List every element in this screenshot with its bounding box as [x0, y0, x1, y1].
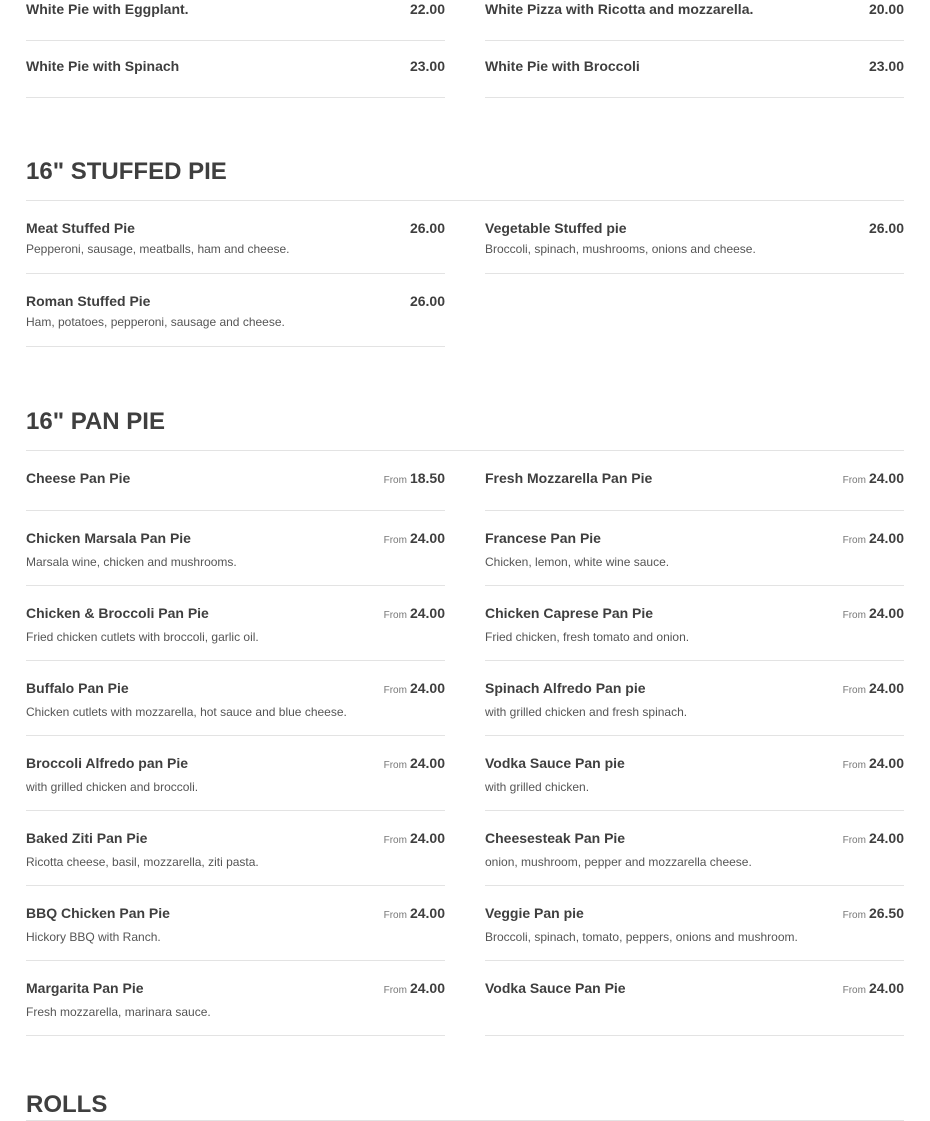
item-price [384, 980, 445, 999]
item-description: Ham, potatoes, pepperoni, sausage and cheese. [26, 315, 285, 329]
stuffed-pie-section [26, 157, 904, 347]
pan-pie-section [26, 407, 904, 1036]
price-value: 24.00 [409, 680, 445, 696]
item-name: Chicken & Broccoli Pan Pie [26, 605, 209, 621]
item-name: Fresh Mozzarella Pan Pie [485, 470, 653, 486]
menu-item[interactable] [485, 586, 904, 661]
item-name: White Pie with Broccoli [485, 58, 640, 74]
price-from-label: From [842, 835, 866, 846]
menu-item[interactable] [485, 41, 904, 98]
price-from-label: From [842, 475, 866, 486]
item-name: Buffalo Pan Pie [26, 680, 129, 696]
item-price [384, 755, 445, 774]
menu-item[interactable] [485, 661, 904, 736]
item-price: 26.00 [868, 220, 904, 236]
item-price [843, 530, 904, 549]
menu-item[interactable] [485, 451, 904, 511]
item-description: Broccoli, spinach, tomato, peppers, onions and mushroom. [485, 930, 798, 944]
item-name: BBQ Chicken Pan Pie [26, 905, 170, 921]
item-price [384, 680, 445, 699]
menu-item[interactable] [26, 201, 445, 274]
item-price: 23.00 [409, 58, 445, 74]
item-price [843, 905, 904, 924]
item-description: with grilled chicken and broccoli. [26, 780, 199, 794]
price-from-label: From [383, 910, 407, 921]
item-name: White Pizza with Ricotta and mozzarella. [485, 1, 754, 17]
item-name: Margarita Pan Pie [26, 980, 144, 996]
menu-item[interactable] [485, 961, 904, 1036]
price-value: 24.00 [868, 830, 904, 846]
price-from-label: From [383, 835, 407, 846]
menu-item[interactable] [485, 0, 904, 41]
menu-item[interactable] [26, 41, 445, 98]
rolls-section [26, 1090, 904, 1121]
item-name: Francese Pan Pie [485, 530, 601, 546]
item-description: Hickory BBQ with Ranch. [26, 930, 161, 944]
item-description: Fried chicken cutlets with broccoli, garlic oil. [26, 630, 259, 644]
white-pie-section [26, 0, 904, 98]
price-value: 24.00 [868, 470, 904, 486]
price-from-label: From [383, 685, 407, 696]
price-from-label: From [383, 475, 407, 486]
item-price [384, 830, 445, 849]
menu-item[interactable] [485, 886, 904, 961]
item-name: Meat Stuffed Pie [26, 220, 135, 236]
item-description: with grilled chicken and fresh spinach. [485, 705, 688, 719]
item-description: Chicken, lemon, white wine sauce. [485, 555, 670, 569]
item-description: with grilled chicken. [485, 780, 590, 794]
item-name: Roman Stuffed Pie [26, 293, 151, 309]
price-value: 24.00 [409, 905, 445, 921]
menu-item[interactable] [485, 201, 904, 274]
menu-item[interactable] [485, 511, 904, 586]
price-from-label: From [383, 535, 407, 546]
price-from-label: From [842, 910, 866, 921]
price-value: 24.00 [409, 530, 445, 546]
item-name: Cheesesteak Pan Pie [485, 830, 626, 846]
price-value: 24.00 [409, 605, 445, 621]
price-value: 24.00 [409, 830, 445, 846]
price-from-label: From [842, 685, 866, 696]
item-price: 20.00 [868, 1, 904, 17]
price-value: 26.50 [868, 905, 904, 921]
menu-page [26, 0, 904, 1118]
price-value: 18.50 [409, 470, 445, 486]
item-name: Vodka Sauce Pan pie [485, 755, 625, 771]
price-from-label: From [842, 535, 866, 546]
price-value: 24.00 [868, 605, 904, 621]
item-name: Spinach Alfredo Pan pie [485, 680, 646, 696]
item-description: Chicken cutlets with mozzarella, hot sauce and blue cheese. [26, 705, 347, 719]
item-price: 22.00 [409, 1, 445, 17]
item-description: Ricotta cheese, basil, mozzarella, ziti pasta. [26, 855, 259, 869]
menu-item[interactable] [26, 0, 445, 41]
item-price [384, 530, 445, 549]
menu-item[interactable] [26, 451, 445, 511]
item-description: Marsala wine, chicken and mushrooms. [26, 555, 237, 569]
price-value: 24.00 [409, 755, 445, 771]
menu-item[interactable] [26, 961, 445, 1036]
price-from-label: From [842, 610, 866, 621]
menu-item[interactable] [485, 736, 904, 811]
item-price [384, 470, 445, 489]
price-from-label: From [383, 985, 407, 996]
section-title: 16" STUFFED PIE [26, 157, 904, 201]
item-price [843, 680, 904, 699]
item-price [843, 470, 904, 489]
item-description: onion, mushroom, pepper and mozzarella cheese. [485, 855, 752, 869]
item-name: Vodka Sauce Pan Pie [485, 980, 626, 996]
item-name: White Pie with Eggplant. [26, 1, 189, 17]
menu-item[interactable] [26, 586, 445, 661]
item-price [843, 980, 904, 999]
item-price: 23.00 [868, 58, 904, 74]
price-value: 24.00 [868, 980, 904, 996]
item-price [384, 605, 445, 624]
section-title: 16" PAN PIE [26, 407, 904, 451]
item-name: Veggie Pan pie [485, 905, 584, 921]
item-description: Fresh mozzarella, marinara sauce. [26, 1005, 211, 1019]
item-name: Baked Ziti Pan Pie [26, 830, 148, 846]
price-from-label: From [383, 760, 407, 771]
item-price [384, 905, 445, 924]
price-value: 24.00 [868, 680, 904, 696]
price-value: 24.00 [409, 980, 445, 996]
menu-item[interactable] [26, 886, 445, 961]
item-name: Chicken Marsala Pan Pie [26, 530, 191, 546]
item-name: White Pie with Spinach [26, 58, 180, 74]
price-from-label: From [842, 985, 866, 996]
item-price [843, 605, 904, 624]
item-price: 26.00 [409, 220, 445, 236]
item-price: 26.00 [409, 293, 445, 309]
item-name: Cheese Pan Pie [26, 470, 131, 486]
menu-item[interactable] [26, 736, 445, 811]
item-name: Vegetable Stuffed pie [485, 220, 627, 236]
section-title: ROLLS [26, 1090, 904, 1121]
item-description: Fried chicken, fresh tomato and onion. [485, 630, 690, 644]
price-from-label: From [383, 610, 407, 621]
item-description: Pepperoni, sausage, meatballs, ham and cheese. [26, 242, 290, 256]
price-from-label: From [842, 760, 866, 771]
menu-item[interactable] [26, 511, 445, 586]
price-value: 24.00 [868, 530, 904, 546]
menu-item[interactable] [485, 811, 904, 886]
menu-item[interactable] [26, 811, 445, 886]
menu-item[interactable] [26, 661, 445, 736]
item-name: Broccoli Alfredo pan Pie [26, 755, 189, 771]
item-description: Broccoli, spinach, mushrooms, onions and cheese. [485, 242, 756, 256]
item-name: Chicken Caprese Pan Pie [485, 605, 654, 621]
item-price [843, 755, 904, 774]
item-price [843, 830, 904, 849]
price-value: 24.00 [868, 755, 904, 771]
menu-item[interactable] [26, 274, 445, 347]
